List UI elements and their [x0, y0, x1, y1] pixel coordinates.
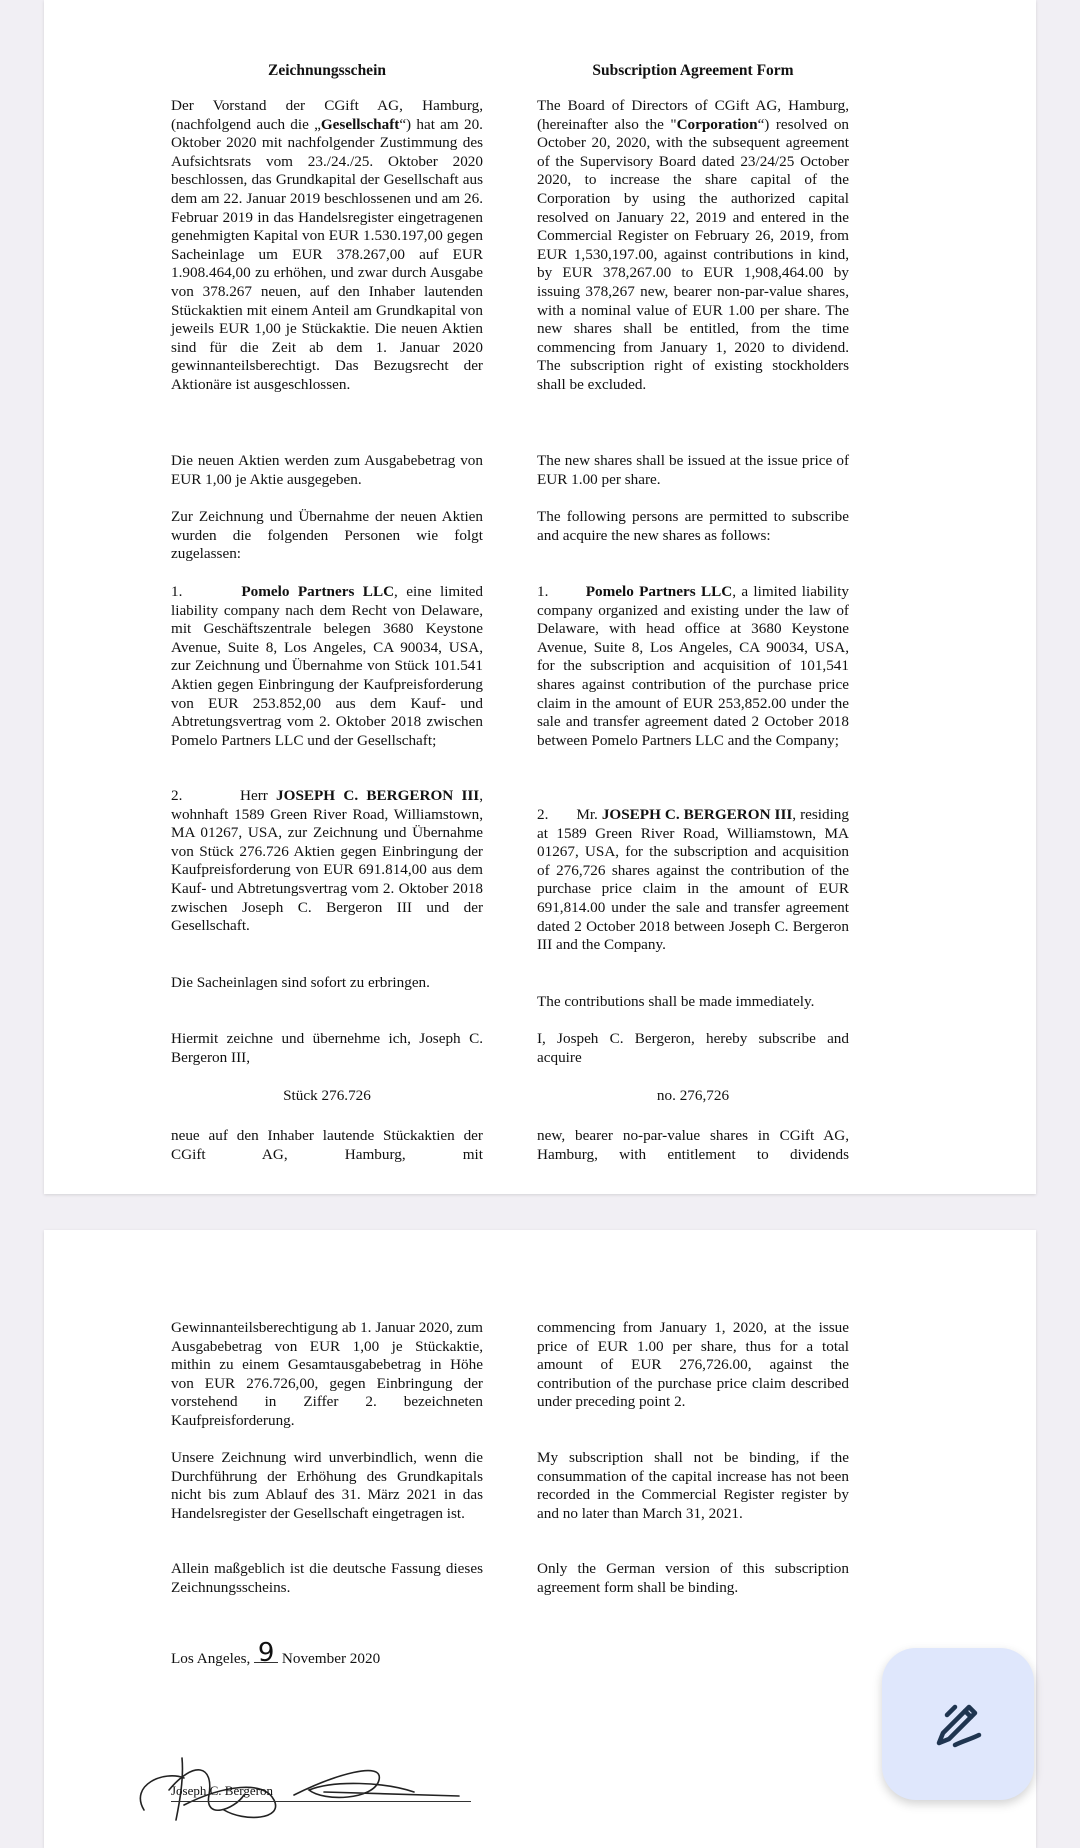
german-item-1: 1. Pomelo Partners LLC, eine limited liability company nach dem Recht von Delaware, mit Geschäftszentrale belegen 3680 Keystone Avenue, Suite 8, Los Angeles, CA 90034, USA, zur Zeichnung und Übernahme von Stück 101.541 Aktien gegen Einbringung der Kaufpreisforderung von EUR 253.852,00 aus dem Kauf- und Abtretungsvertrag vom 2. Oktober 2018 zwischen Pomelo Partners LLC und der Gesellschaft;: [171, 583, 484, 749]
english-continuation-paragraph: commencing from January 1, 2020, at the issue price of EUR 1.00 per share, thus for a total amount of EUR 276,726.00, against the contribution of the purchase price claim described under preceding point 2.: [537, 1319, 849, 1411]
edit-fab-button[interactable]: [882, 1648, 1034, 1800]
english-paragraph-1: The Board of Directors of CGift AG, Hamburg, (hereinafter also the "Corporation“) resolved on October 20, 2020, with the subsequent agreement of the Supervisory Board dated 23/24/25 October 2020, to increase the share capital of the Corporation by using the authorized capital resolved on January 22, 2019 and entered in the Commercial Register on February 26, 2019, from EUR 1,530,197.00, against contributions in kind, by EUR 378,267.00 to EUR 1,908,464.00 by issuing 378,267 new, bearer non-par-value shares, with a nominal value of EUR 1.00 per share. The new shares shall be entitled, from the time commencing from January 1, 2020 to dividend. The subscription right of existing stockholders shall be excluded.: [537, 97, 850, 393]
german-continuation-paragraph: Gewinnanteilsberechtigung ab 1. Januar 2020, zum Ausgabebetrag von EUR 1,00 je Stückaktie, mithin zu einem Gesamtausgabebetrag in Höhe von EUR 276.726,00, gegen Einbringung der vorstehend in Ziffer 2. bezeichneten Kaufpreisforderung.: [171, 1319, 483, 1429]
english-item-2: 2. Mr. JOSEPH C. BERGERON III, residing at 1589 Green River Road, Williamstown, MA 01267, USA, for the subscription and acquisition of 276,726 shares against the contribution of the purchase price claim in the amount of EUR 691,814.00 under the sale and transfer agreement dated 2 October 2018 between Joseph C. Bergeron III and the Company.: [537, 806, 849, 954]
german-paragraph-7: Hiermit zeichne und übernehme ich, Joseph C. Bergeron III,: [171, 1030, 483, 1066]
german-paragraph-1: Der Vorstand der CGift AG, Hamburg, (nachfolgend auch die „Gesellschaft“) hat am 20. Oktober 2020 mit nachfolgender Zustimmung des Aufsichtsrats vom 23./24./25. Oktober 2020 beschlossen, das Grundkapital der Gesellschaft aus dem am 22. Januar 2019 beschlossenen und am 26. Februar 2019 in das Handelsregister eingetragenen genehmigten Kapital von EUR 1.530.197,00 gegen Sacheinlage um EUR 378.267,00 auf EUR 1.908.464,00 zu erhöhen, und zwar durch Ausgabe von 378.267 neuen, auf den Inhaber lautenden Stückaktien mit einem Anteil am Grundkapital von jeweils EUR 1,00 je Stückaktie. Die neuen Aktien sind für die Zeit ab dem 1. Januar 2020 gewinnanteilsberechtigt. Das Bezugsrecht der Aktionäre ist ausgeschlossen.: [171, 97, 483, 393]
english-paragraph-3: The following persons are permitted to subscribe and acquire the new shares as follows:: [537, 508, 849, 544]
english-paragraph-2: The new shares shall be issued at the issue price of EUR 1.00 per share.: [537, 452, 849, 488]
german-paragraph-3: Zur Zeichnung und Übernahme der neuen Aktien wurden die folgenden Personen wie folgt zugelassen:: [171, 508, 483, 563]
document-page-1: [44, 0, 1036, 1194]
signature-date-line: [171, 1638, 381, 1668]
german-item-2: 2. Herr JOSEPH C. BERGERON III, wohnhaft 1589 Green River Road, Williamstown, MA 01267, USA, zur Zeichnung und Übernahme von Stück 276.726 Aktien gegen Einbringung der Kaufpreisforderung von EUR 691.814,00 aus dem Kauf- und Abtretungsvertrag vom 2. Oktober 2018 zwischen Joseph C. Bergeron III und der Gesellschaft.: [171, 787, 484, 935]
german-binding-paragraph: Unsere Zeichnung wird unverbindlich, wenn die Durchführung der Erhöhung des Grundkapitals nicht bis zum Ablauf des 31. März 2021 in das Handelsregister der Gesellschaft eingetragen ist.: [171, 1449, 483, 1522]
german-language-paragraph: Allein maßgeblich ist die deutsche Fassung dieses Zeichnungsscheins.: [171, 1560, 483, 1596]
english-paragraph-7: I, Jospeh C. Bergeron, hereby subscribe and acquire: [537, 1030, 849, 1066]
signer-name: Joseph C. Bergeron: [171, 1783, 273, 1798]
english-language-paragraph: Only the German version of this subscription agreement form shall be binding.: [537, 1560, 849, 1596]
signature-month-year: November 2020: [281, 1650, 381, 1667]
pen-edit-icon: [929, 1695, 987, 1753]
english-share-count: no. 276,726: [656, 1087, 730, 1104]
english-title: Subscription Agreement Form: [592, 62, 794, 79]
english-binding-paragraph: My subscription shall not be binding, if the consummation of the capital increase has not been recorded in the Commercial Register register by and no later than March 31, 2021.: [537, 1449, 849, 1522]
german-paragraph-9: neue auf den Inhaber lautende Stückaktien der CGift AG, Hamburg, mit: [171, 1127, 483, 1163]
signature-line: [171, 1801, 471, 1802]
german-paragraph-2: Die neuen Aktien werden zum Ausgabebetrag von EUR 1,00 je Aktie ausgegeben.: [171, 452, 483, 488]
german-column: [171, 97, 483, 395]
handwritten-day: 9: [254, 1644, 278, 1663]
german-paragraph-6: Die Sacheinlagen sind sofort zu erbringen.: [171, 974, 430, 991]
german-share-count: Stück 276.726: [283, 1087, 371, 1104]
german-title: Zeichnungsschein: [267, 62, 386, 79]
english-item-1: 1. Pomelo Partners LLC, a limited liability company organized and existing under the law of Delaware, with head office at 3680 Keystone Avenue, Suite 8, Los Angeles, CA 90034, USA, for the subscription and acquisition of 101,541 shares against contribution of the purchase price claim in the amount of EUR 253,852.00 under the sale and transfer agreement dated 2 October 2018 between Pomelo Partners LLC and the Company;: [537, 583, 850, 749]
english-column: [537, 97, 849, 395]
signature-place: Los Angeles,: [171, 1650, 251, 1667]
english-paragraph-6: The contributions shall be made immediately.: [537, 993, 815, 1010]
english-paragraph-9: new, bearer no-par-value shares in CGift AG, Hamburg, with entitlement to dividends: [537, 1127, 849, 1163]
